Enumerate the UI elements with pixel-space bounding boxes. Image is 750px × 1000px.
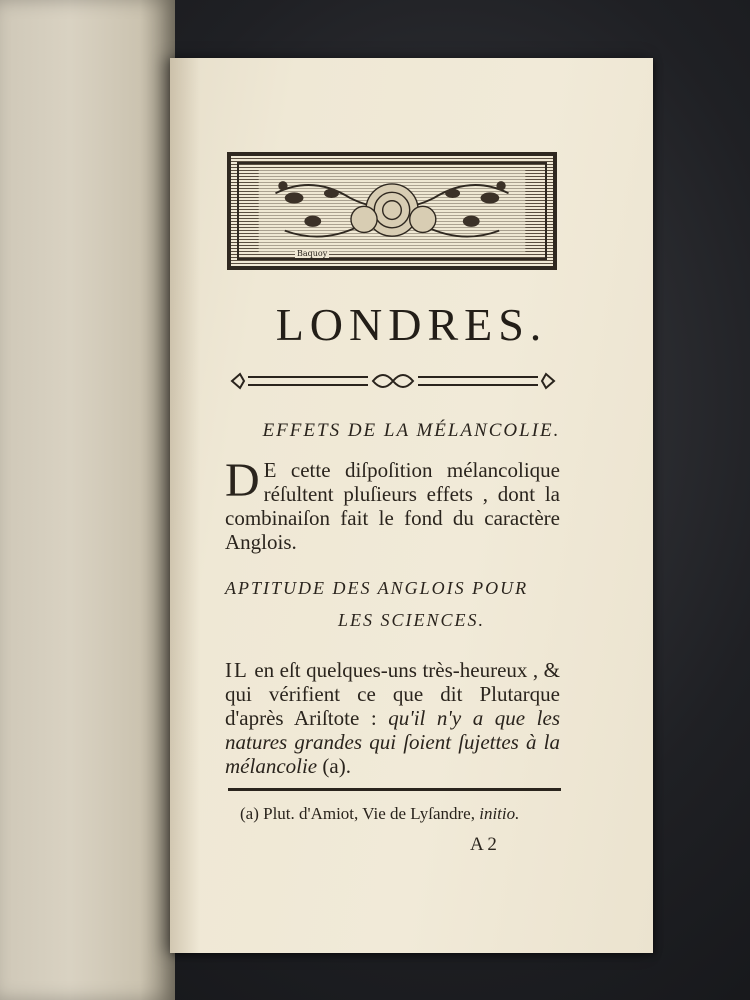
footnote-reference: (a). [317,754,351,778]
page-title: LONDRES. [275,299,548,350]
signature-mark: A 2 [470,834,497,855]
footnote [240,804,570,824]
footnote-rule [228,788,561,791]
fleuron-divider-icon [228,368,558,394]
paragraph-aptitude [225,658,560,778]
footnote-text: Plut. d'Amiot, Vie de Lyſandre, [258,804,480,823]
facing-page [0,0,175,1000]
paragraph-text: E cette diſpoſition mélancolique réſultent pluſieurs effets , dont la combinaiſon fait le fond du caractère Anglois. [225,458,560,554]
lead-word: IL [225,658,249,682]
book-page [170,58,653,953]
drop-cap: D [225,454,260,507]
paragraph-melancolie [225,454,560,554]
engraved-headpiece [227,152,557,270]
footnote-marker: (a) [240,804,259,823]
engraver-signature: Baquoy [297,249,328,258]
paragraph-text-roman: en eſt quelques-uns très-heureux , & qui vérifient ce que dit Plutarque d'après Ariſtote : [225,658,560,730]
rose-ornament-icon [231,156,553,266]
paragraph-text-italic: qu'il n'y a que les natures grandes qui ſoient ſujettes à la mélancolie [225,706,561,778]
section-heading-aptitude-line1: APTITUDE DES ANGLOIS POUR [225,578,529,598]
footnote-italic: initio. [479,804,520,823]
section-heading-aptitude-line2: LES SCIENCES. [337,610,485,630]
section-heading-melancolie: EFFETS DE LA MÉLANCOLIE. [262,420,561,441]
